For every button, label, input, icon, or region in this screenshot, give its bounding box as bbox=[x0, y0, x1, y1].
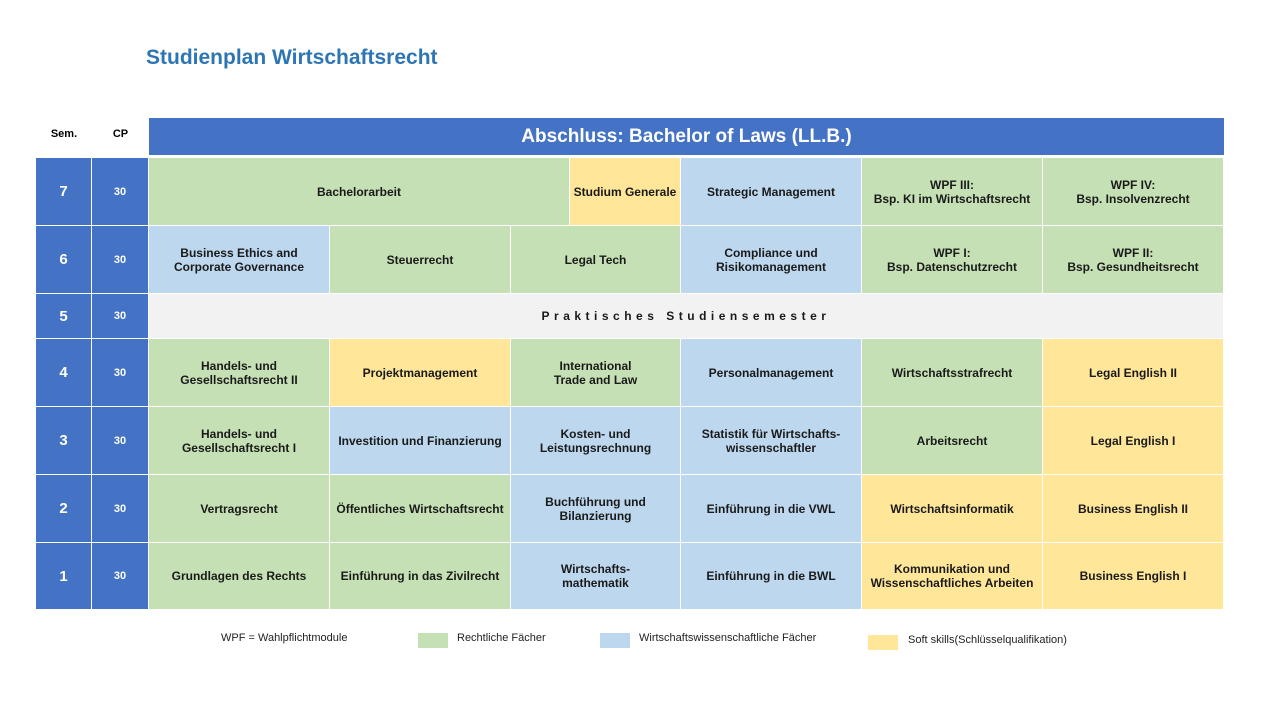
module-cell: Einführung in die BWL bbox=[681, 543, 862, 610]
module-cell: WPF IV: Bsp. Insolvenzrecht bbox=[1043, 158, 1224, 226]
legend-soft-swatch bbox=[868, 635, 898, 650]
module-cell: WPF I: Bsp. Datenschutzrecht bbox=[862, 226, 1043, 294]
page-title: Studienplan Wirtschaftsrecht bbox=[146, 46, 438, 69]
module-cell: Buchführung und Bilanzierung bbox=[511, 475, 681, 543]
module-cell: Öffentliches Wirtschaftsrecht bbox=[330, 475, 511, 543]
module-cell: Vertragsrecht bbox=[149, 475, 330, 543]
legend-legal-swatch bbox=[418, 633, 448, 648]
module-cell: Bachelorarbeit bbox=[149, 158, 570, 226]
module-cell: Legal English I bbox=[1043, 407, 1224, 475]
module-cell: Business Ethics and Corporate Governance bbox=[149, 226, 330, 294]
legend-legal-label: Rechtliche Fächer bbox=[457, 632, 546, 644]
module-cell: Steuerrecht bbox=[330, 226, 511, 294]
module-cell: Grundlagen des Rechts bbox=[149, 543, 330, 610]
legend-econ-swatch bbox=[600, 633, 630, 648]
module-cell: Einführung in das Zivilrecht bbox=[330, 543, 511, 610]
module-cell: Investition und Finanzierung bbox=[330, 407, 511, 475]
credit-points: 30 bbox=[92, 407, 149, 475]
module-cell: Handels- und Gesellschaftsrecht II bbox=[149, 339, 330, 407]
credit-points: 30 bbox=[92, 339, 149, 407]
module-cell: Wirtschafts- mathematik bbox=[511, 543, 681, 610]
header-sem: Sem. bbox=[50, 128, 78, 140]
module-cell: Compliance und Risikomanagement bbox=[681, 226, 862, 294]
semester-number: 1 bbox=[36, 543, 92, 610]
module-cell: Legal Tech bbox=[511, 226, 681, 294]
module-cell: Legal English II bbox=[1043, 339, 1224, 407]
module-cell: Business English I bbox=[1043, 543, 1224, 610]
credit-points: 30 bbox=[92, 294, 149, 339]
semester-number: 7 bbox=[36, 158, 92, 226]
module-cell: Studium Generale bbox=[570, 158, 681, 226]
module-cell: Wirtschaftsinformatik bbox=[862, 475, 1043, 543]
module-cell: Personalmanagement bbox=[681, 339, 862, 407]
credit-points: 30 bbox=[92, 226, 149, 294]
module-cell: Projektmanagement bbox=[330, 339, 511, 407]
credit-points: 30 bbox=[92, 158, 149, 226]
practical-semester-cell: Praktisches Studiensemester bbox=[149, 294, 1224, 339]
semester-number: 5 bbox=[36, 294, 92, 339]
module-cell: Arbeitsrecht bbox=[862, 407, 1043, 475]
header-cp: CP bbox=[112, 128, 129, 140]
module-cell: Business English II bbox=[1043, 475, 1224, 543]
module-cell: Handels- und Gesellschaftsrecht I bbox=[149, 407, 330, 475]
module-cell: International Trade and Law bbox=[511, 339, 681, 407]
credit-points: 30 bbox=[92, 475, 149, 543]
module-cell: Strategic Management bbox=[681, 158, 862, 226]
module-cell: Kommunikation und Wissenschaftliches Arbeiten bbox=[862, 543, 1043, 610]
degree-banner: Abschluss: Bachelor of Laws (LL.B.) bbox=[149, 118, 1224, 155]
semester-number: 4 bbox=[36, 339, 92, 407]
legend-wpf-note: WPF = Wahlpflichtmodule bbox=[221, 632, 348, 644]
module-cell: Einführung in die VWL bbox=[681, 475, 862, 543]
module-cell: Wirtschaftsstrafrecht bbox=[862, 339, 1043, 407]
module-cell: WPF II: Bsp. Gesundheitsrecht bbox=[1043, 226, 1224, 294]
semester-number: 3 bbox=[36, 407, 92, 475]
module-cell: Statistik für Wirtschafts- wissenschaftler bbox=[681, 407, 862, 475]
semester-number: 2 bbox=[36, 475, 92, 543]
module-cell: WPF III: Bsp. KI im Wirtschaftsrecht bbox=[862, 158, 1043, 226]
module-cell: Kosten- und Leistungsrechnung bbox=[511, 407, 681, 475]
legend-soft-label: Soft skills(Schlüsselqualifikation) bbox=[908, 634, 1067, 646]
semester-number: 6 bbox=[36, 226, 92, 294]
legend-econ-label: Wirtschaftswissenschaftliche Fächer bbox=[639, 632, 817, 644]
credit-points: 30 bbox=[92, 543, 149, 610]
